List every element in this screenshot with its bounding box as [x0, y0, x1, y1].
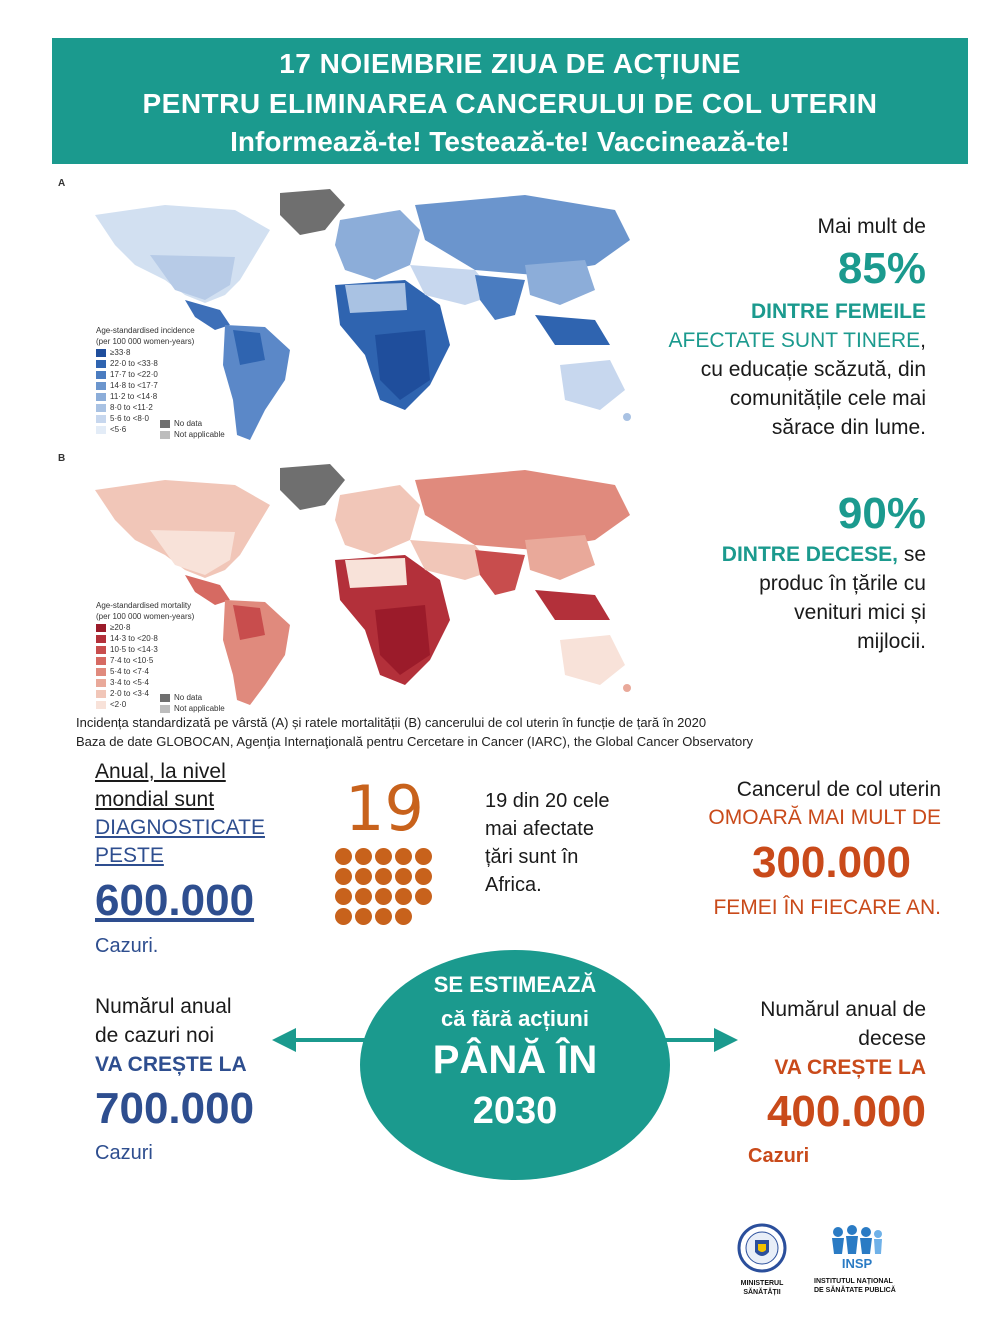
map-b-not-applicable: Not applicable [174, 704, 225, 713]
africa-line4: Africa. [485, 874, 542, 896]
map-b-no-data: No data [174, 693, 203, 702]
diagnosed-line1: Anual, la nivel [95, 760, 226, 783]
stat-85-rest2: comunitățile cele mai [729, 387, 926, 410]
deaths-2030-block [666, 995, 926, 1171]
legend-swatch [96, 668, 106, 676]
map-b-legend-subtitle: (per 100 000 women-years) [96, 612, 195, 621]
legend-swatch [96, 415, 106, 423]
stat-90-rest0: se [897, 543, 926, 566]
legend-swatch [96, 349, 106, 357]
diagnosed-unit: Cazuri. [95, 935, 159, 957]
country-dot-affected [395, 908, 412, 925]
legend-swatch [96, 360, 106, 368]
country-dot-affected [355, 908, 372, 925]
diagnosed-line2: mondial sunt [95, 788, 215, 811]
stat-85-comma: , [920, 329, 926, 352]
deaths-line1: Cancerul de col uterin [736, 778, 941, 801]
cases-2030-line2: de cazuri noi [95, 1024, 215, 1047]
diagnosed-line4: PESTE [95, 844, 164, 867]
country-dot-affected [375, 868, 392, 885]
legend-swatch [96, 426, 106, 434]
africa-line1: 19 din 20 cele [485, 790, 610, 812]
swatch-no-data [160, 420, 170, 428]
circle-line4: 2030 [472, 1090, 558, 1132]
insp-wordmark: INSP [841, 1256, 873, 1271]
diagnosed-line3: DIAGNOSTICATE [95, 816, 265, 839]
deaths-value: 300.000 [751, 838, 911, 887]
legend-label: <2·0 [110, 700, 127, 709]
country-dot-affected [375, 908, 392, 925]
map-a-no-data: No data [174, 419, 203, 428]
country-dot-affected [355, 888, 372, 905]
country-dot-affected [395, 888, 412, 905]
legend-swatch [96, 646, 106, 654]
legend-label: 5·6 to <8·0 [110, 414, 149, 423]
estimate-2030-circle [360, 950, 670, 1180]
deaths-2030-line1: Numărul anual de [760, 998, 926, 1021]
africa-line2: mai afectate [485, 818, 594, 840]
legend-row [96, 358, 195, 369]
africa-line3: țări sunt în [485, 846, 579, 868]
map-b-legend-extra [160, 692, 225, 714]
country-dot-affected [375, 888, 392, 905]
cases-2030-line3: VA CREȘTE LA [95, 1053, 247, 1076]
country-dot-affected [415, 888, 432, 905]
diagnosed-value: 600.000 [95, 876, 255, 925]
stat-85-block [596, 212, 926, 442]
legend-label: ≥20·8 [110, 623, 131, 632]
map-a-legend-subtitle: (per 100 000 women-years) [96, 337, 195, 346]
swatch-no-data [160, 694, 170, 702]
legend-label: 5·4 to <7·4 [110, 667, 149, 676]
legend-swatch [96, 382, 106, 390]
insp-people-icon [812, 1222, 902, 1272]
circle-line1: SE ESTIMEAZĂ [433, 972, 597, 997]
stat-90-rest3: mijlocii. [857, 630, 926, 653]
legend-swatch [96, 404, 106, 412]
maps-caption-line2: Baza de date GLOBOCAN, Agenţia Internaţională pentru Cercetare in Cancer (IARC), the Global Cancer Observatory [76, 734, 754, 749]
legend-row [96, 644, 194, 655]
legend-swatch [96, 690, 106, 698]
stat-85-pre: Mai mult de [817, 215, 926, 238]
legend-label: 2·0 to <3·4 [110, 689, 149, 698]
stat-90-value: 90% [837, 489, 926, 538]
insp-caption-1: INSTITUTUL NAȚIONAL [814, 1278, 893, 1285]
stat-90-teal: DINTRE DECESE, [721, 543, 898, 566]
map-a-legend-title: Age-standardised incidence [96, 326, 195, 335]
map-b-label: B [58, 453, 66, 464]
map-a-label: A [58, 178, 66, 189]
legend-label: 14·8 to <17·7 [110, 381, 158, 390]
stat-85-teal-line1: DINTRE FEMEILE [750, 300, 926, 323]
legend-label: 22·0 to <33·8 [110, 359, 158, 368]
maps-caption-line1: Incidența standardizată pe vârstă (A) și ratele mortalității (B) cancerului de col uterin în funcție de țară în 2020 [76, 715, 707, 730]
deaths-2030-line3: VA CREȘTE LA [774, 1056, 926, 1079]
map-b-legend-title: Age-standardised mortality [96, 601, 192, 610]
ministry-logo [722, 1222, 802, 1297]
legend-swatch [96, 657, 106, 665]
swatch-not-applicable [160, 431, 170, 439]
cases-2030-value: 700.000 [95, 1084, 255, 1133]
africa-text [485, 787, 610, 899]
header-slogan: Informează-te! Testează-te! Vaccinează-te! [230, 126, 790, 157]
legend-row [96, 677, 194, 688]
swatch-not-applicable [160, 705, 170, 713]
legend-row [96, 347, 195, 358]
africa-dot-grid [335, 848, 435, 928]
deaths-line2: OMOARĂ MAI MULT DE [708, 806, 941, 829]
stat-90-rest2: venituri mici și [794, 601, 926, 624]
country-dot [415, 908, 432, 925]
legend-row [96, 655, 194, 666]
stat-85-rest3: sărace din lume. [771, 416, 926, 439]
diagnosed-block [95, 758, 265, 960]
country-dot-affected [355, 868, 372, 885]
legend-row [96, 633, 194, 644]
left-arrow-icon [270, 1020, 370, 1060]
insp-logo [812, 1222, 902, 1295]
ministry-caption: MINISTERUL SĂNĂTĂȚII [740, 1280, 784, 1296]
legend-row [96, 402, 195, 413]
legend-swatch [96, 393, 106, 401]
legend-row [96, 391, 195, 402]
circle-line3: PÂNĂ ÎN [432, 1038, 598, 1082]
country-dot-affected [375, 848, 392, 865]
legend-label: 8·0 to <11·2 [110, 403, 153, 412]
legend-label: 14·3 to <20·8 [110, 634, 158, 643]
cases-2030-block [95, 992, 254, 1168]
country-dot-affected [335, 868, 352, 885]
legend-row [96, 622, 194, 633]
legend-row [96, 369, 195, 380]
legend-label: <5·6 [110, 425, 127, 434]
country-dot-affected [335, 888, 352, 905]
deaths-block [641, 776, 941, 922]
legend-swatch [96, 624, 106, 632]
country-dot-affected [335, 848, 352, 865]
maps-caption [76, 713, 753, 751]
legend-label: 11·2 to <14·8 [110, 392, 158, 401]
country-dot-affected [395, 848, 412, 865]
legend-swatch [96, 701, 106, 709]
cases-2030-unit: Cazuri [95, 1142, 153, 1164]
stat-90-block [596, 488, 926, 656]
country-dot-affected [355, 848, 372, 865]
legend-row [96, 666, 194, 677]
map-a-legend-extra [160, 418, 225, 440]
map-a-not-applicable: Not applicable [174, 430, 225, 439]
country-dot-affected [335, 908, 352, 925]
legend-row [96, 380, 195, 391]
stat-85-value: 85% [837, 244, 926, 293]
legend-swatch [96, 679, 106, 687]
header-banner [52, 38, 968, 164]
cases-2030-line1: Numărul anual [95, 995, 232, 1018]
legend-label: 7·4 to <10·5 [110, 656, 154, 665]
stat-85-teal-line2: AFECTATE SUNT TINERE [668, 329, 921, 352]
legend-label: 17·7 to <22·0 [110, 370, 158, 379]
deaths-line3: FEMEI ÎN FIECARE AN. [713, 896, 941, 919]
country-dot-affected [395, 868, 412, 885]
header-title-line2: PENTRU ELIMINAREA CANCERULUI DE COL UTERIN [142, 88, 878, 119]
circle-line2: că fără acțiuni [441, 1006, 589, 1031]
africa-number: 19 [345, 772, 424, 845]
legend-label: 10·5 to <14·3 [110, 645, 158, 654]
deaths-2030-line2: decese [858, 1027, 926, 1050]
stat-90-rest1: produc în țările cu [759, 572, 926, 595]
ministry-seal-icon [722, 1222, 802, 1274]
insp-caption-2: DE SĂNĂTATE PUBLICĂ [814, 1287, 896, 1294]
deaths-2030-value: 400.000 [766, 1087, 926, 1136]
legend-swatch [96, 371, 106, 379]
legend-swatch [96, 635, 106, 643]
stat-85-rest1: cu educație scăzută, din [700, 358, 926, 381]
legend-label: 3·4 to <5·4 [110, 678, 149, 687]
country-dot-affected [415, 848, 432, 865]
deaths-2030-unit: Cazuri [748, 1145, 810, 1167]
header-title-line1: 17 NOIEMBRIE ZIUA DE ACȚIUNE [279, 48, 741, 79]
legend-label: ≥33·8 [110, 348, 131, 357]
country-dot-affected [415, 868, 432, 885]
